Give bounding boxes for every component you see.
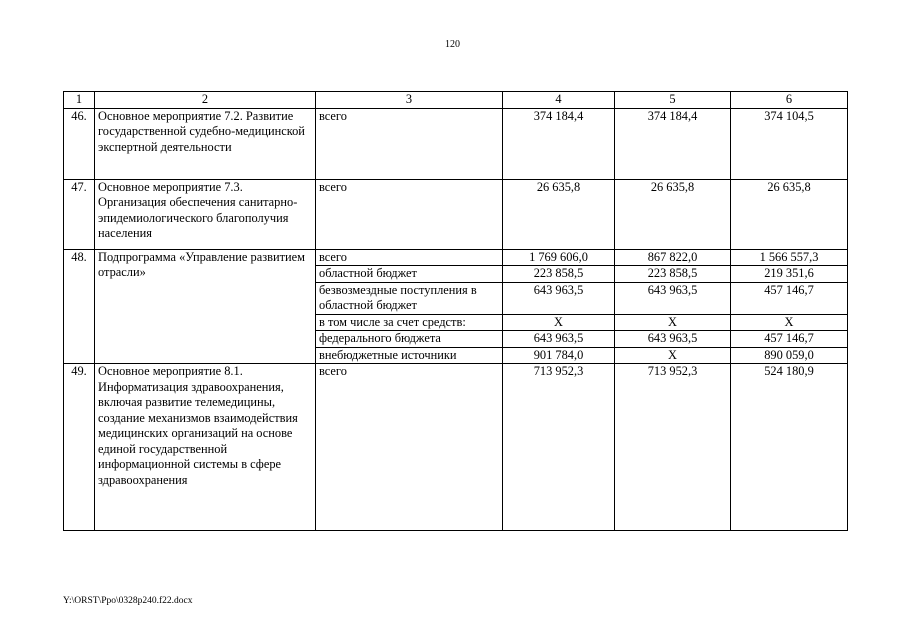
value-col-6: 890 059,0 bbox=[731, 347, 848, 364]
funding-source: всего bbox=[316, 249, 503, 266]
column-header: 1 bbox=[64, 92, 95, 109]
table-row bbox=[64, 249, 848, 266]
row-number: 47. bbox=[64, 179, 95, 249]
table-row bbox=[64, 108, 848, 179]
funding-source: безвозмездные поступления в областной бюджет bbox=[316, 282, 503, 314]
funding-source: всего bbox=[316, 108, 503, 179]
row-name: Основное мероприятие 8.1. Информатизация здравоохранения, включая развитие телемедицины, создание механизмов взаимодействия медицинских организаций на основе единой государственной информационной системы в сфере здравоохранения bbox=[95, 364, 316, 531]
row-number: 48. bbox=[64, 249, 95, 364]
value-col-4: 374 184,4 bbox=[503, 108, 615, 179]
row-name: Основное мероприятие 7.2. Развитие государственной судебно-медицинской экспертной деятельности bbox=[95, 108, 316, 179]
funding-source: всего bbox=[316, 179, 503, 249]
funding-source: областной бюджет bbox=[316, 266, 503, 283]
value-col-4: X bbox=[503, 314, 615, 331]
column-header: 5 bbox=[615, 92, 731, 109]
value-col-6: 374 104,5 bbox=[731, 108, 848, 179]
value-col-4: 223 858,5 bbox=[503, 266, 615, 283]
value-col-4: 713 952,3 bbox=[503, 364, 615, 531]
document-file-path: Y:\ORST\Ppo\0328p240.f22.docx bbox=[63, 596, 193, 606]
funding-source: в том числе за счет средств: bbox=[316, 314, 503, 331]
row-number: 46. bbox=[64, 108, 95, 179]
table-header-row bbox=[64, 92, 848, 109]
value-col-5: 26 635,8 bbox=[615, 179, 731, 249]
row-number: 49. bbox=[64, 364, 95, 531]
value-col-5: X bbox=[615, 347, 731, 364]
value-col-4: 901 784,0 bbox=[503, 347, 615, 364]
value-col-4: 643 963,5 bbox=[503, 282, 615, 314]
value-col-5: X bbox=[615, 314, 731, 331]
row-name: Подпрограмма «Управление развитием отрасли» bbox=[95, 249, 316, 364]
column-header: 3 bbox=[316, 92, 503, 109]
value-col-5: 374 184,4 bbox=[615, 108, 731, 179]
value-col-6: 457 146,7 bbox=[731, 282, 848, 314]
funding-source: внебюджетные источники bbox=[316, 347, 503, 364]
value-col-5: 867 822,0 bbox=[615, 249, 731, 266]
column-header: 6 bbox=[731, 92, 848, 109]
value-col-5: 643 963,5 bbox=[615, 282, 731, 314]
value-col-6: 457 146,7 bbox=[731, 331, 848, 348]
value-col-4: 1 769 606,0 bbox=[503, 249, 615, 266]
column-header: 2 bbox=[95, 92, 316, 109]
value-col-6: 219 351,6 bbox=[731, 266, 848, 283]
table-row bbox=[64, 364, 848, 531]
value-col-5: 223 858,5 bbox=[615, 266, 731, 283]
value-col-5: 713 952,3 bbox=[615, 364, 731, 531]
value-col-6: 524 180,9 bbox=[731, 364, 848, 531]
value-col-4: 643 963,5 bbox=[503, 331, 615, 348]
page-number: 120 bbox=[445, 39, 460, 50]
value-col-5: 643 963,5 bbox=[615, 331, 731, 348]
value-col-6: X bbox=[731, 314, 848, 331]
row-name: Основное мероприятие 7.3. Организация обеспечения санитарно-эпидемиологического благополучия населения bbox=[95, 179, 316, 249]
value-col-6: 26 635,8 bbox=[731, 179, 848, 249]
value-col-6: 1 566 557,3 bbox=[731, 249, 848, 266]
funding-source: федерального бюджета bbox=[316, 331, 503, 348]
budget-table bbox=[63, 91, 848, 531]
table-row bbox=[64, 179, 848, 249]
column-header: 4 bbox=[503, 92, 615, 109]
value-col-4: 26 635,8 bbox=[503, 179, 615, 249]
funding-source: всего bbox=[316, 364, 503, 531]
